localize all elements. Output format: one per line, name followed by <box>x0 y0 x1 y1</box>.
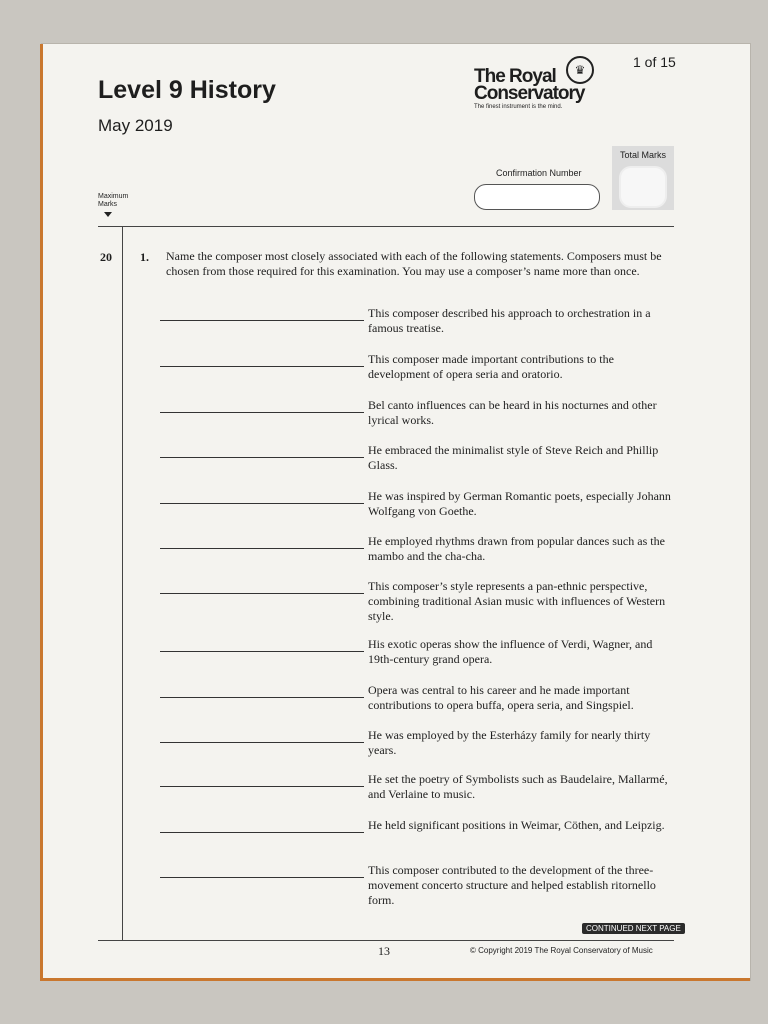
arrow-down-icon <box>104 212 112 217</box>
statement-text: He was employed by the Esterházy family for nearly thirty years. <box>368 728 651 757</box>
statement-text: This composer contributed to the development of the three-movement concerto structure and helped establish ritornello form. <box>368 863 656 907</box>
marks-column-divider <box>122 226 123 940</box>
answer-item <box>160 818 674 858</box>
statement-text: He embraced the minimalist style of Steve Reich and Phillip Glass. <box>368 443 659 472</box>
page-edge <box>40 44 43 980</box>
divider <box>98 226 674 227</box>
answer-blank[interactable] <box>160 320 364 321</box>
page-title: Level 9 History <box>98 76 276 104</box>
statement-text: He was inspired by German Romantic poets, especially Johann Wolfgang von Goethe. <box>368 489 671 518</box>
answer-blank[interactable] <box>160 503 364 504</box>
logo-line1: The Royal <box>474 66 556 87</box>
question-number: 1. <box>140 250 149 264</box>
answer-blank[interactable] <box>160 786 364 787</box>
statement-text: He held significant positions in Weimar, Cöthen, and Leipzig. <box>368 818 665 832</box>
answer-blank[interactable] <box>160 742 364 743</box>
answer-blank[interactable] <box>160 457 364 458</box>
logo-tagline: The finest instrument is the mind. <box>474 104 563 110</box>
page-number: 13 <box>378 944 390 958</box>
answer-blank[interactable] <box>160 548 364 549</box>
crest-icon: ♛ <box>566 56 594 84</box>
answer-item <box>160 352 674 392</box>
statement-text: Bel canto influences can be heard in his nocturnes and other lyrical works. <box>368 398 657 427</box>
question-prompt-text: Name the composer most closely associated with each of the following statements. Composers must be chosen from those required for this examination. You may use a composer’s name more than once. <box>166 249 662 278</box>
divider <box>98 940 674 941</box>
answer-blank[interactable] <box>160 366 364 367</box>
answer-item <box>160 637 674 677</box>
logo <box>474 68 594 110</box>
confirmation-field[interactable] <box>474 184 600 210</box>
statement-text: This composer made important contributions to the development of opera seria and oratorio. <box>368 352 614 381</box>
page-edge-bottom <box>40 978 750 981</box>
answer-item <box>160 728 674 768</box>
answer-blank[interactable] <box>160 832 364 833</box>
answer-item <box>160 534 674 574</box>
statement-text: Opera was central to his career and he made important contributions to opera buffa, opera seria, and Singspiel. <box>368 683 634 712</box>
total-marks-label: Total Marks <box>619 150 666 160</box>
statement-text: This composer described his approach to orchestration in a famous treatise. <box>368 306 651 335</box>
copyright: © Copyright 2019 The Royal Conservatory of Music <box>470 946 653 955</box>
statement-text: This composer’s style represents a pan-ethnic perspective, combining traditional Asian music with influences of Western style. <box>368 579 666 623</box>
question-marks: 20 <box>100 250 112 264</box>
answer-blank[interactable] <box>160 412 364 413</box>
statement-text: He set the poetry of Symbolists such as Baudelaire, Mallarmé, and Verlaine to music. <box>368 772 668 801</box>
answer-item <box>160 443 674 483</box>
continued-badge: CONTINUED NEXT PAGE <box>582 923 685 934</box>
answer-item <box>160 398 674 438</box>
logo-line2: Conservatory <box>474 83 585 104</box>
page-counter: 1 of 15 <box>633 54 676 70</box>
confirmation-label: Confirmation Number <box>496 168 582 178</box>
maximum-marks-label: Maximum Marks <box>98 193 129 208</box>
answer-item <box>160 772 674 812</box>
answer-blank[interactable] <box>160 697 364 698</box>
statement-text: He employed rhythms drawn from popular dances such as the mambo and the cha-cha. <box>368 534 665 563</box>
answer-blank[interactable] <box>160 877 364 878</box>
answer-blank[interactable] <box>160 651 364 652</box>
total-marks-field[interactable] <box>619 166 667 208</box>
question-prompt <box>160 249 678 279</box>
answer-item <box>160 863 674 907</box>
exam-date: May 2019 <box>98 116 173 135</box>
answer-item <box>160 683 674 723</box>
total-marks-box <box>612 146 674 210</box>
answer-item <box>160 579 674 623</box>
statement-text: His exotic operas show the influence of Verdi, Wagner, and 19th-century grand opera. <box>368 637 653 666</box>
answer-blank[interactable] <box>160 593 364 594</box>
answer-item <box>160 306 674 346</box>
answer-item <box>160 489 674 529</box>
